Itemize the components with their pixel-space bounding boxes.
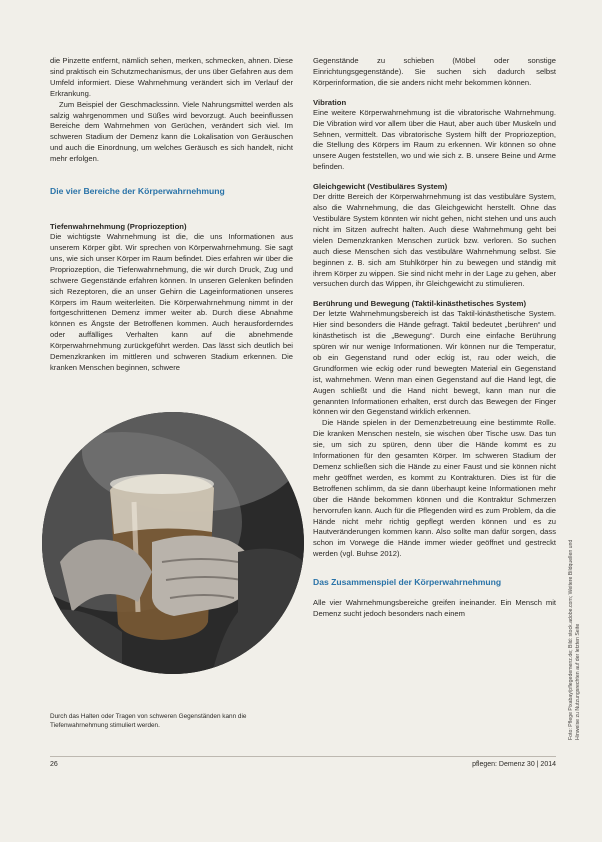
photo-caption: Durch das Halten oder Tragen von schweren Gegenständen kann die Tiefenwahrnehmung stimuliert werden.: [50, 713, 247, 729]
paragraph-interplay: Alle vier Wahrnehmungsbereiche greifen ineinander. Ein Mensch mit Demenz sucht jedoch besonders nach einem: [313, 598, 556, 619]
left-text-column: [50, 56, 293, 374]
photo-hands-holding-glass: [42, 412, 304, 674]
paragraph-balance: Der dritte Bereich der Körperwahrnehmung ist das vestibuläre System, also die Wahrnehmung, die das Gleichgewicht herstellt. Ohne das Vestibuläre System könnten wir nicht gehen, nicht stehen und uns auch nicht im Sitzen aufrecht halten. Auch diese Wahrnehmung geht bei vielen Demenzkranken Menschen zurück bzw. verloren. So suchen auch diese Menschen sich das vestibuläre Wahrnehmung selbst. Sie beginnen z. B. sich am Stuhlkörper hin zu bewegen und ständig mit ihrem Körper zu wippen. Sie sind nicht mehr in der Lage zu gehen, aber versuchen durch das Wippen, ihr Gleichgewicht zu stimulieren.: [313, 192, 556, 289]
intro-paragraph-2: Zum Beispiel der Geschmackssinn. Viele Nahrungsmittel werden als salzig wahrgenommen und Süßes wird bevorzugt. Auch beeinflussen Bereiche dem Wahrnehmen von Gerüchen, verändert sich viel. Im schweren Stadium der Demenz kann die Lokalisation von Geräuschen und auch die Einordnung, um welches Geräusch es sich handelt, nicht mehr erfolgen.: [50, 99, 293, 164]
footer-divider: [50, 756, 556, 757]
paragraph-touch-movement: Der letzte Wahrnehmungsbereich ist das Taktil-kinästhetische System. Hier sind besonders die Hände gefragt. Taktil bedeutet „berühren“ und kinästhetisch ist die „Bewegung“. Durch eine einfache Berührung spüren wir nur wenige Informationen. Wir können nur die Temperatur, ob ein Gegenstand rund oder eckig ist, rau oder weich, die Grundformen wie eckig oder rund bewegten Material ein Gegenstand ist, wahrnehmen. Wenn man einen Gegenstand auf die Hand legt, die Augen schließt und die Hand nicht bewegt, kann man nur die genannten Informationen erhalten, erst durch das Bewegen der Finger können wir den Gegenstand wirklich erkennen.: [313, 309, 556, 417]
photo-credit: Foto: Pflege Pixabay/pflegedemenz.de; Bild: stock.adobe.com; Weitere Bildquellen und Hinweise zu Nutzungsrechten auf der letzten Seite: [568, 539, 581, 740]
subheading-touch-movement: Berührung und Bewegung (Taktil-kinästhetisches System): [313, 299, 527, 309]
right-text-column: [313, 56, 556, 620]
paragraph-vibration: Eine weitere Körperwahrnehmung ist die vibratorische Wahrnehmung. Die Vibration wird vor allem über die Haut, aber auch über Muskeln und Sehnen, vermittelt. Das vibratorische System hilft der Propriozeption, die Stellung des Körpers im Raum zu erkennen. Wir können so ohne unsere Augen feststellen, wo und wie sich z. B. unsere Beine und Arme befinden.: [313, 107, 556, 172]
section-heading-interplay: Das Zusammenspiel der Körperwahrnehmung: [313, 577, 502, 588]
section-heading-four-areas: Die vier Bereiche der Körperwahrnehmung: [50, 186, 225, 197]
page-number: 26: [50, 761, 58, 768]
photo-illustration: [42, 412, 304, 674]
subheading-balance: Gleichgewicht (Vestibuläres System): [313, 182, 448, 192]
paragraph-continuation: Gegenstände zu schieben (Möbel oder sonstige Einrichtungsgegenstände). Sie suchen sich dadurch selbst Körperinformation, die sie anders nicht mehr bekommen können.: [313, 56, 556, 87]
subheading-proprioception: Tiefenwahrnehmung (Propriozeption): [50, 222, 187, 232]
subheading-vibration: Vibration: [313, 97, 347, 107]
intro-paragraph-1: die Pinzette entfernt, nämlich sehen, merken, schmecken, ahnen. Diese sind praktisch ein Schutzmechanismus, der uns über Gefahren aus dem Umfeld informiert. Diese Wahrnehmung verändert sich im Verlauf der Erkrankung.: [50, 56, 293, 98]
journal-issue: pflegen: Demenz 30 | 2014: [472, 761, 556, 768]
paragraph-hands: Die Hände spielen in der Demenzbetreuung eine bestimmte Rolle. Die kranken Menschen nesteln, sie wischen über Tische usw. Das tun sie, um sich zu spüren, denn über die Hände kommt es zu Informationen für den gesamten Körper. Im schweren Stadium der Demenz schließen sich die Hände zu einer Faust und sie können nicht mehr geöffnet werden, es kommt zu Kontrakturen. Dies ist für die Betroffenen schlimm, da sie dann überhaupt keine Informationen mehr über die Hände bekommen können und die Kontraktur Schmerzen hervorrufen kann. Auch für die Pflegenden wird es zum Problem, da die Hände nicht mehr richtig gepflegt werden können und es zu Hautveränderungen kommen kann. Also sollte man dafür sorgen, dass schon im Vorwege die Hände immer wieder geöffnet und gestreckt werden (vgl. Buhse 2012).: [313, 418, 556, 559]
paragraph-proprioception: Die wichtigste Wahrnehmung ist die, die uns Informationen aus unserem Körper gibt. Wir sprechen von Körperwahrnehmung. Sie sagt uns, wie sich unser Körper im Raum befindet. Dies erfahren wir über die Propriozeption, die Tiefenwahrnehmung, die wir durch Druck, Zug und schwere Gegenstände erfahren können. In unseren Gelenken befinden sich Rezeptoren, die an unser Gehirn die Lageinformationen unseres Körpers im Raum weiterleiten. Die Körperwahrnehmung nimmt in der fortgeschrittenen Demenz immer weiter ab. Durch diese Abnahme können es Ängste der Betroffenen kommen. Auch herausforderndes oder auffälliges Verhalten kann auf die abnehmende Körperwahrnehmung zurückgeführt werden. Das lässt sich deutlich bei Demenzkranken im mittleren und schweren Stadium erkennen. Die kranken Menschen beginnen, schwere: [50, 232, 293, 372]
